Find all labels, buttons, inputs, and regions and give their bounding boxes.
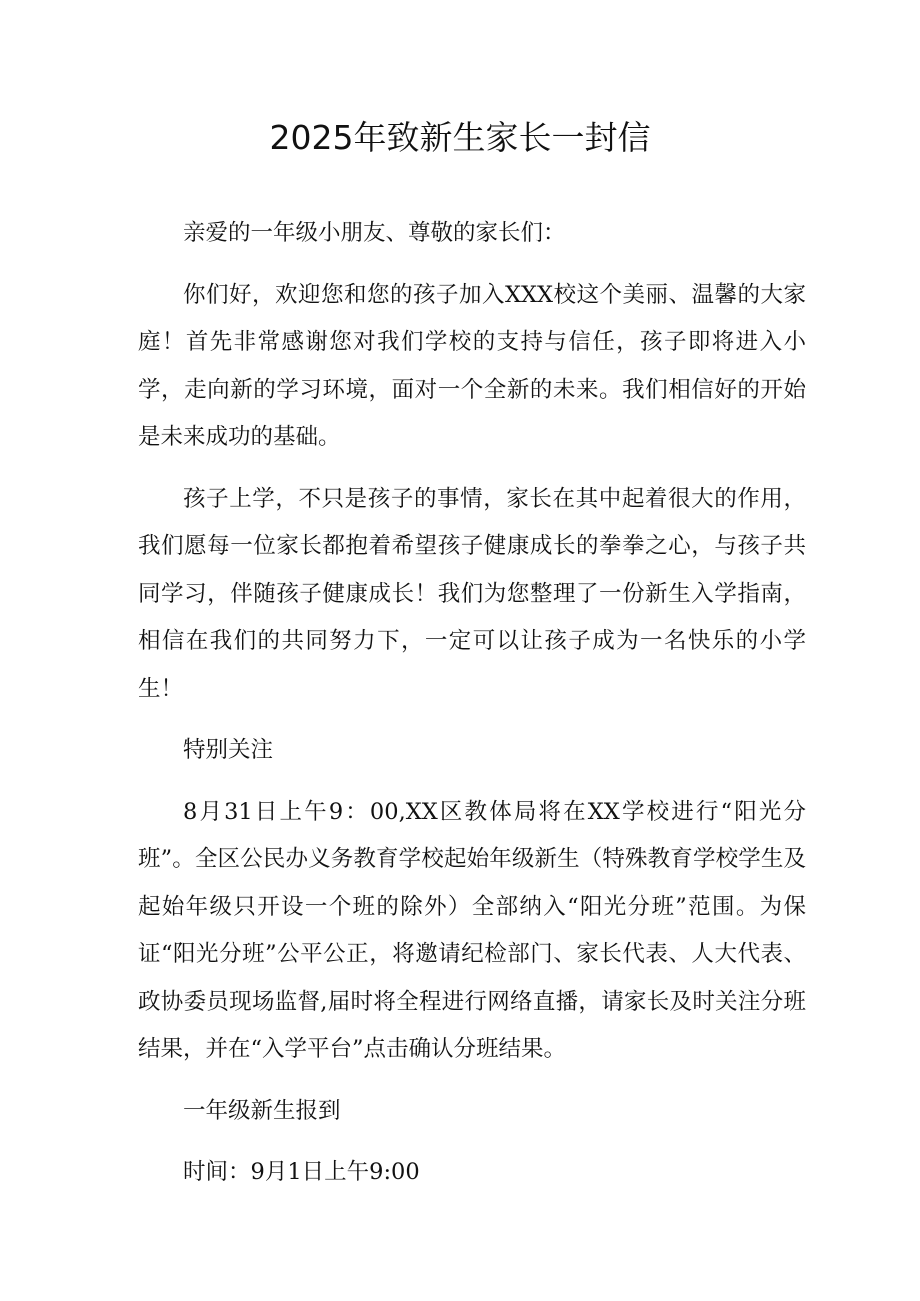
paragraph-class-allocation: 8月31日上午9：00,XX区教体局将在XX学校进行“阳光分班”。全区公民办义务教育学校起始年级新生（特殊教育学校学生及起始年级只开设一个班的除外）全部纳入“阳光分班”范围。为保证“阳光分班”公平公正，将邀请纪检部门、家长代表、人大代表、政协委员现场监督,届时将全程进行网络直播，请家长及时关注分班结果，并在“入学平台”点击确认分班结果。 bbox=[138, 798, 806, 1062]
paragraph-parents-role: 孩子上学，不只是孩子的事情，家长在其中起着很大的作用，我们愿每一位家长都抱着希望孩子健康成长的拳拳之心，与孩子共同学习，伴随孩子健康成长！我们为您整理了一份新生入学指南，相信在我们的共同努力下，一定可以让孩子成为一名快乐的小学生！ bbox=[138, 485, 806, 702]
paragraph-welcome: 你们好，欢迎您和您的孩子加入XXX校这个美丽、温馨的大家庭！首先非常感谢您对我们学校的支持与信任，孩子即将进入小学，走向新的学习环境，面对一个全新的未来。我们相信好的开始是未来成功的基础。 bbox=[138, 281, 806, 450]
section-heading-registration: 一年级新生报到 bbox=[183, 1097, 341, 1124]
salutation: 亲爱的一年级小朋友、尊敬的家长们： bbox=[183, 220, 566, 246]
page-title: 2025年致新生家长一封信 bbox=[269, 118, 651, 157]
section-heading-special-attention: 特别关注 bbox=[183, 737, 274, 763]
registration-time: 时间：9月1日上午9:00 bbox=[183, 1159, 420, 1185]
letter-body bbox=[138, 210, 806, 1211]
